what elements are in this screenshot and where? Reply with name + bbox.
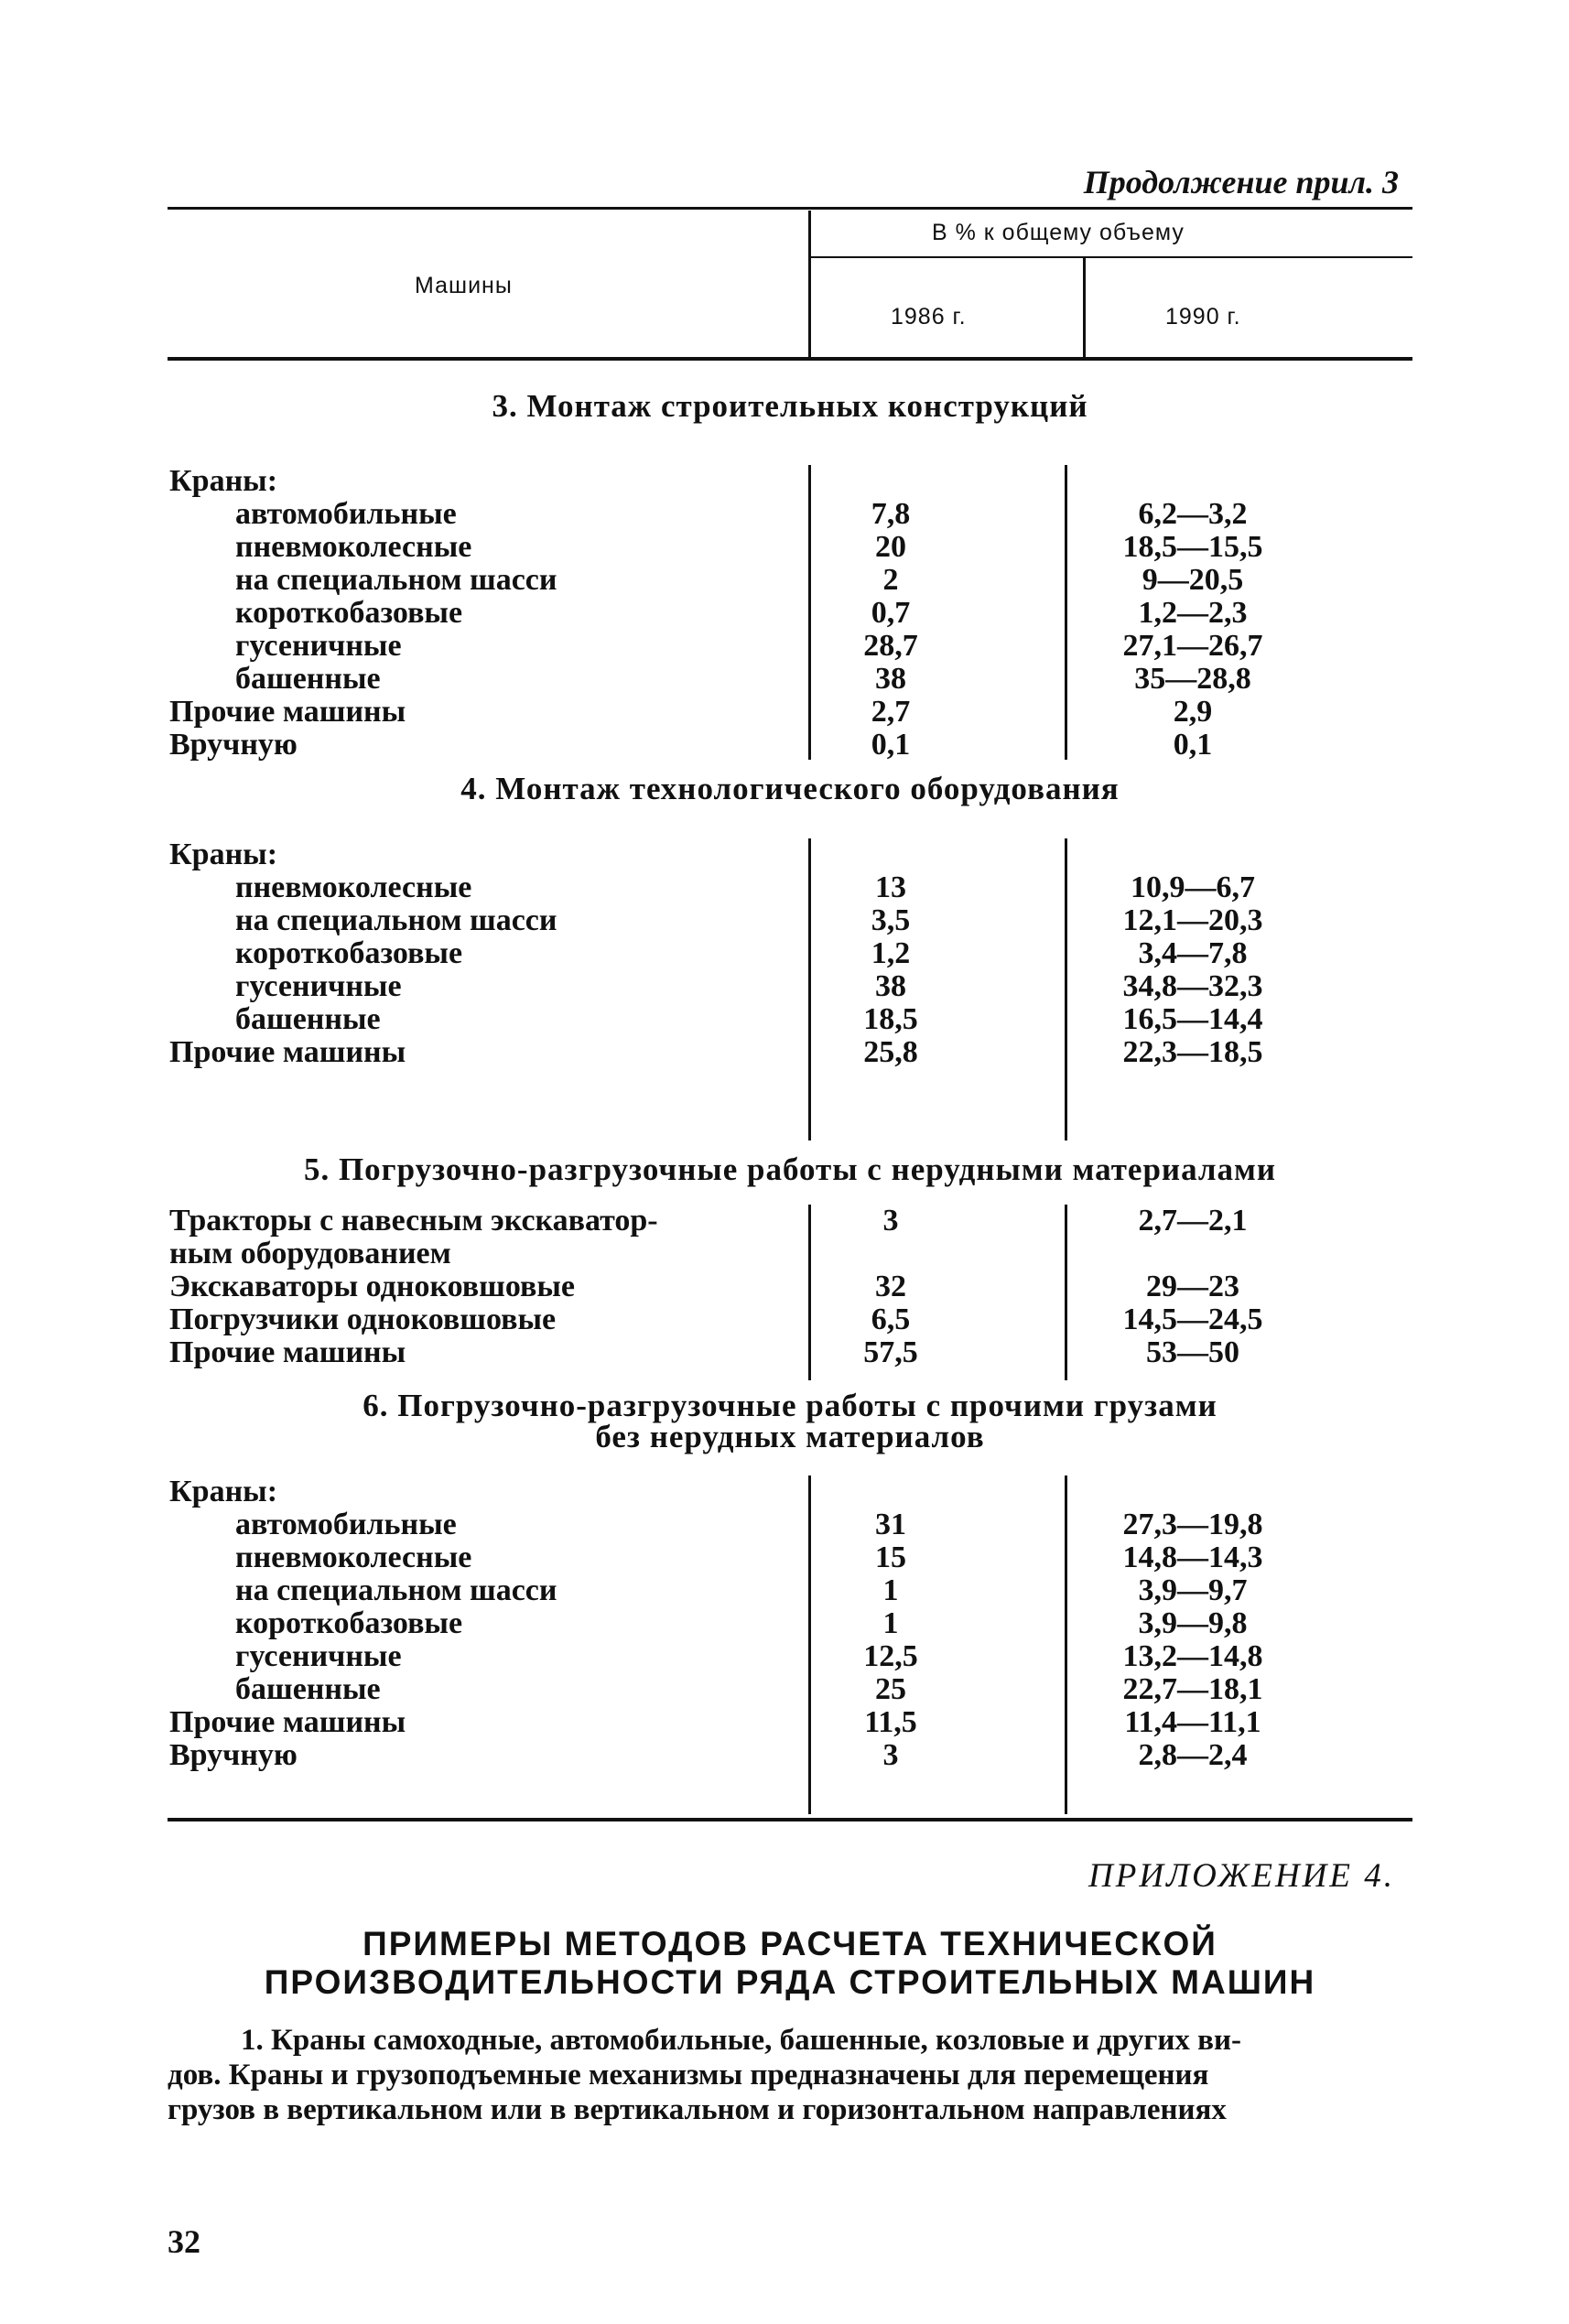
value-1986: 12,5	[863, 1639, 918, 1673]
row-label: гусеничные	[235, 1639, 402, 1673]
row-label: Вручную	[169, 1738, 298, 1772]
table-row	[168, 871, 1412, 904]
value-1986: 28,7	[863, 629, 918, 663]
col-divider-1	[808, 1475, 811, 1814]
section-title: 6. Погрузочно-разгрузочные работы с прочими грузами	[362, 1388, 1217, 1423]
row-label: Краны:	[169, 838, 278, 871]
appendix-label: ПРИЛОЖЕНИЕ 4.	[1088, 1857, 1395, 1895]
table-row	[168, 937, 1412, 970]
value-1990: 2,8—2,4	[1138, 1738, 1248, 1772]
value-1986: 3,5	[871, 903, 911, 937]
value-1990: 2,9	[1173, 695, 1213, 729]
appendix-title-line1: ПРИМЕРЫ МЕТОДОВ РАСЧЕТА ТЕХНИЧЕСКОЙ	[362, 1925, 1217, 1962]
header-divider-1	[808, 211, 811, 357]
row-label: на специальном шасси	[235, 903, 557, 937]
appendix-paragraph	[168, 2023, 1412, 2127]
table-row	[168, 729, 1412, 762]
col-divider-2	[1065, 465, 1067, 760]
table-row	[168, 1508, 1412, 1541]
page-number: 32	[168, 2223, 200, 2260]
table-row	[168, 1574, 1412, 1607]
value-1986: 6,5	[871, 1303, 911, 1336]
table-row	[168, 1739, 1412, 1772]
row-label: Краны:	[169, 464, 278, 498]
value-1990: 3,4—7,8	[1138, 936, 1248, 970]
row-label: на специальном шасси	[235, 1573, 557, 1607]
table-row	[168, 465, 1412, 498]
table-row	[168, 1475, 1412, 1508]
paragraph-line: 1. Краны самоходные, автомобильные, башенные, козловые и других ви-	[241, 2024, 1241, 2057]
appendix-title-line2: ПРОИЗВОДИТЕЛЬНОСТИ РЯДА СТРОИТЕЛЬНЫХ МАШИН	[264, 1963, 1316, 2001]
value-1986: 57,5	[863, 1335, 918, 1369]
table-row	[168, 1673, 1412, 1706]
value-1986: 32	[875, 1270, 906, 1303]
row-label: Тракторы с навесным экскаватор-	[169, 1204, 658, 1238]
value-1986: 38	[875, 969, 906, 1003]
table-row	[168, 1706, 1412, 1739]
row-label: пневмоколесные	[235, 870, 472, 904]
table-row	[168, 498, 1412, 531]
value-1990: 6,2—3,2	[1138, 497, 1248, 531]
value-1990: 27,3—19,8	[1122, 1508, 1263, 1541]
row-label: автомобильные	[235, 497, 457, 531]
value-1990: 22,3—18,5	[1122, 1035, 1263, 1069]
value-1986: 0,1	[871, 728, 911, 762]
header-percent: В % к общему объему	[932, 220, 1185, 245]
row-label: Вручную	[169, 728, 298, 762]
table-row	[168, 1238, 1412, 1270]
table-row	[168, 531, 1412, 564]
row-label: Прочие машины	[169, 1035, 406, 1069]
row-label: ным оборудованием	[169, 1237, 451, 1270]
value-1990: 29—23	[1146, 1270, 1239, 1303]
row-label: Краны:	[169, 1475, 278, 1508]
value-1986: 3	[882, 1738, 899, 1772]
header-machines: Машины	[415, 273, 513, 298]
row-label: Прочие машины	[169, 1705, 406, 1739]
value-1990: 35—28,8	[1134, 662, 1251, 696]
value-1986: 31	[875, 1508, 906, 1541]
row-label: гусеничные	[235, 969, 402, 1003]
table-top-rule	[168, 207, 1412, 210]
value-1990: 53—50	[1146, 1335, 1239, 1369]
value-1990: 18,5—15,5	[1122, 530, 1263, 564]
header-divider-2	[1083, 258, 1086, 357]
section-title-line2: без нерудных материалов	[595, 1419, 985, 1454]
table-row	[168, 564, 1412, 597]
section-title: 5. Погрузочно-разгрузочные работы с нерудными материалами	[303, 1151, 1277, 1187]
row-label: Прочие машины	[169, 695, 406, 729]
col-divider-1	[808, 838, 811, 1140]
value-1990: 1,2—2,3	[1138, 596, 1248, 630]
table-row	[168, 1640, 1412, 1673]
col-divider-1	[808, 465, 811, 760]
value-1990: 9—20,5	[1142, 563, 1244, 597]
row-label: пневмоколесные	[235, 1540, 472, 1574]
table-row	[168, 838, 1412, 871]
table-row	[168, 663, 1412, 696]
value-1990: 16,5—14,4	[1122, 1002, 1263, 1036]
table-row	[168, 970, 1412, 1003]
table-row	[168, 1541, 1412, 1574]
row-label: башенные	[235, 662, 381, 696]
value-1986: 1,2	[871, 936, 911, 970]
value-1986: 25	[875, 1672, 906, 1706]
value-1990: 10,9—6,7	[1131, 870, 1255, 904]
value-1990: 12,1—20,3	[1122, 903, 1263, 937]
paragraph-line: грузов в вертикальном или в вертикальном и горизонтальном направлениях	[168, 2093, 1227, 2126]
continuation-note: Продолжение прил. 3	[1083, 164, 1399, 200]
header-bottom-rule	[168, 357, 1412, 361]
value-1986: 20	[875, 530, 906, 564]
value-1990: 27,1—26,7	[1122, 629, 1263, 663]
value-1990: 14,8—14,3	[1122, 1540, 1263, 1574]
header-year-1990: 1990 г.	[1165, 304, 1241, 330]
col-divider-2	[1065, 838, 1067, 1140]
value-1986: 2,7	[871, 695, 911, 729]
row-label: автомобильные	[235, 1508, 457, 1541]
table-row	[168, 1303, 1412, 1336]
value-1990: 13,2—14,8	[1122, 1639, 1263, 1673]
table-row	[168, 1205, 1412, 1238]
col-divider-2	[1065, 1205, 1067, 1380]
table-row	[168, 1336, 1412, 1369]
value-1990: 0,1	[1173, 728, 1213, 762]
table-row	[168, 904, 1412, 937]
col-divider-2	[1065, 1475, 1067, 1814]
value-1990: 11,4—11,1	[1124, 1705, 1261, 1739]
value-1986: 1	[882, 1606, 899, 1640]
machines-table	[168, 207, 1412, 1825]
table-row	[168, 1036, 1412, 1069]
paragraph-line: дов. Краны и грузоподъемные механизмы предназначены для перемещения	[168, 2059, 1209, 2092]
row-label: Экскаваторы одноковшовые	[169, 1270, 575, 1303]
value-1986: 7,8	[871, 497, 911, 531]
value-1990: 14,5—24,5	[1122, 1303, 1263, 1336]
value-1990: 3,9—9,8	[1138, 1606, 1248, 1640]
value-1990: 3,9—9,7	[1138, 1573, 1248, 1607]
row-label: пневмоколесные	[235, 530, 472, 564]
row-label: башенные	[235, 1672, 381, 1706]
table-row	[168, 1270, 1412, 1303]
row-label: короткобазовые	[235, 596, 463, 630]
value-1986: 18,5	[863, 1002, 918, 1036]
value-1986: 3	[882, 1204, 899, 1238]
value-1986: 38	[875, 662, 906, 696]
row-label: башенные	[235, 1002, 381, 1036]
row-label: короткобазовые	[235, 936, 463, 970]
col-divider-1	[808, 1205, 811, 1380]
value-1986: 13	[875, 870, 906, 904]
table-row	[168, 597, 1412, 630]
table-bottom-rule	[168, 1818, 1412, 1821]
section-title: 4. Монтаж технологического оборудования	[460, 771, 1120, 806]
value-1986: 0,7	[871, 596, 911, 630]
row-label: Погрузчики одноковшовые	[169, 1303, 557, 1336]
value-1990: 2,7—2,1	[1138, 1204, 1248, 1238]
value-1986: 2	[882, 563, 899, 597]
table-row	[168, 630, 1412, 663]
header-sub-rule	[808, 256, 1412, 258]
value-1986: 11,5	[864, 1705, 917, 1739]
value-1990: 34,8—32,3	[1122, 969, 1263, 1003]
value-1990: 22,7—18,1	[1122, 1672, 1263, 1706]
table-row	[168, 1003, 1412, 1036]
row-label: гусеничные	[235, 629, 402, 663]
row-label: короткобазовые	[235, 1606, 463, 1640]
row-label: на специальном шасси	[235, 563, 557, 597]
table-row	[168, 696, 1412, 729]
value-1986: 25,8	[863, 1035, 918, 1069]
header-year-1986: 1986 г.	[891, 304, 967, 330]
section-title: 3. Монтаж строительных конструкций	[492, 388, 1088, 424]
value-1986: 1	[882, 1573, 899, 1607]
row-label: Прочие машины	[169, 1335, 406, 1369]
table-row	[168, 1607, 1412, 1640]
value-1986: 15	[875, 1540, 906, 1574]
